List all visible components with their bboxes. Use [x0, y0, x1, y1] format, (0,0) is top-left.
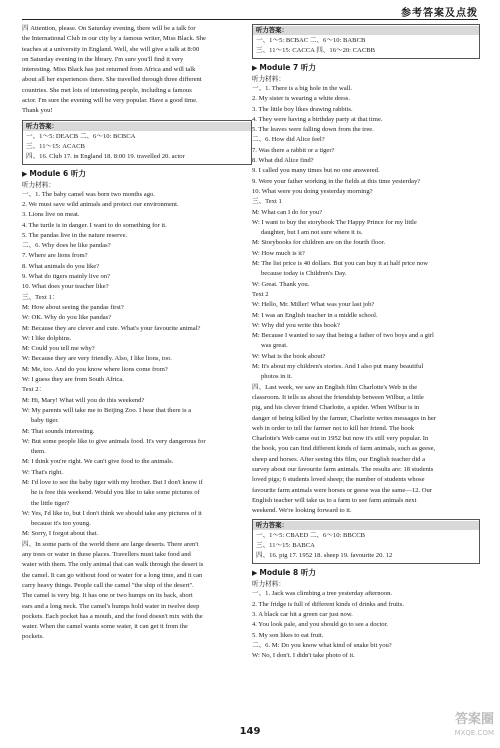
text-line: The camel is very big. It has one or two humps on its back, short [22, 592, 193, 600]
text-line: 四、In some parts of the world there are large deserts. There aren't [22, 540, 199, 548]
text-line: M: The list price is 40 dollars. But you can buy it at half price now [252, 260, 429, 268]
text-line: M: Hi, Mary! What will you do this weekend? [22, 396, 145, 404]
text-line: 二、6. Why does he like pandas? [22, 242, 111, 250]
text-line: 9. Were your father working in the fields at this time yesterday? [252, 177, 421, 185]
text-line: 8. What animals do you like? [22, 262, 100, 270]
triangle-icon: ▶ [252, 64, 258, 72]
text-line: W: I want to buy the storybook The Happy Prince for my little [252, 218, 417, 226]
module8-title: Module 8 听力 [259, 568, 316, 578]
answer-line: 四、16. Club 17. in England 18. 8:00 19. travelled 20. actor [26, 152, 185, 160]
text-line: ears and a long neck. The camel's humps hold water in twelve deep [22, 602, 200, 610]
text-line: 9. What do tigers mainly live on? [22, 273, 110, 281]
text-line: pig, and his clever friend Charlotte, a spider. When Wilbur is in [252, 404, 420, 412]
text-line: English teacher will take us to a farm to see farm animals next [252, 496, 417, 504]
answer-key-lines [256, 531, 476, 561]
text-line: photos in it. [261, 373, 293, 381]
text-line: W: But some people like to give animals food. It's very dangerous for [22, 437, 206, 445]
module5-part4-text [22, 24, 252, 117]
text-line: 4. The turtle is in danger. I want to do something for it. [22, 221, 167, 229]
text-line: daughter, but I am not sure where it is. [261, 229, 363, 237]
text-line: W: How much is it? [252, 249, 305, 257]
text-line: because it's too young. [31, 520, 91, 528]
text-line: 2. We must save wild animals and protect our environment. [22, 200, 179, 208]
text-line: Thank you! [22, 107, 53, 115]
module7-transcript [252, 84, 480, 516]
text-line: 2. My sister is wearing a white dress. [252, 95, 350, 103]
answer-line: 三、11～15: BABCA [256, 542, 315, 550]
text-line: 3. The little boy likes drawing rabbits. [252, 105, 353, 113]
text-line: M: Storybooks for children are on the fourth floor. [252, 239, 386, 247]
text-line: M: I was an English teacher in a middle school. [252, 311, 378, 319]
text-line: Text 2： [22, 386, 46, 394]
text-line: sheep and horses. After seeing this film, our English teacher did a [252, 455, 426, 463]
text-line: water with them. The only animal that can walk through the desert is [22, 561, 204, 569]
text-line: pockets. [22, 633, 44, 641]
text-line: 一、1. There is a big hole in the wall. [252, 85, 352, 92]
text-line: W: Why did you write this book? [252, 321, 340, 329]
text-line: 四、Last week, we saw an English film Charlotte's Web in the [252, 383, 418, 391]
text-line: pockets. Each pocket has a mouth, and the food doesn't mix with the [22, 612, 203, 620]
watermark-logo: 答案圈 [454, 712, 494, 727]
triangle-icon: ▶ [22, 169, 28, 178]
text-line: 5. The leaves were falling down from the tree. [252, 126, 374, 134]
text-line: M: It's about my children's stories. And I also put many beautiful [252, 363, 424, 371]
text-line: 3. Lions live on meat. [22, 211, 80, 219]
text-line: W: I like dolphins. [22, 334, 72, 342]
text-line: 4. You look pale, and you should go to see a doctor. [252, 621, 389, 629]
text-line: W: Yes, I'd like to, but I don't think we should take any pictures of it [22, 509, 202, 517]
module6-title: Module 6 听力 [29, 168, 86, 178]
answer-line: 一、1～5: CBAED 二、6～10: BBCCB [256, 532, 365, 540]
text-line: countries. She met lots of interesting people, including a famous [22, 86, 192, 94]
triangle-icon: ▶ [252, 569, 258, 578]
left-column [22, 24, 252, 643]
text-line: Text 2 [252, 290, 269, 298]
answer-key-header: 听力答案： [253, 26, 479, 35]
text-line: 二、6. M: Do you know what kind of snake bit you? [252, 641, 392, 649]
text-line: interesting. Miss Black has just returned from Africa and will talk [22, 66, 196, 74]
text-line: because today is Children's Day. [261, 270, 347, 278]
text-line: M: Sorry, I forgot about that. [22, 530, 99, 538]
module7-title: Module 7 听力 [259, 63, 316, 72]
answer-key-lines [26, 132, 248, 162]
text-line: 一、1. The baby camel was born two months ago. [22, 190, 155, 198]
text-line: M: I think you're right. We can't give food to the animals. [22, 458, 174, 466]
text-line: the International Club in our city by a famous writer, Miss Black. She [22, 35, 206, 43]
answer-key-module5 [22, 120, 252, 165]
text-line: loved pigs; 6 students loved sheep; the number of students whose [252, 476, 425, 484]
answer-key-header: 听力答案： [253, 521, 479, 530]
text-line: W: Great. Thank you. [252, 280, 310, 288]
text-line: teaches at a university in England. Well, she will give a talk at 8:00 [22, 45, 200, 53]
text-line: 三、Text 1： [22, 293, 59, 301]
text-line: W: OK. Why do you like pandas? [22, 314, 112, 322]
text-line: 三、Text 1 [252, 198, 282, 206]
text-line: 5. My son likes to eat fruit. [252, 631, 324, 639]
text-line: was great. [261, 342, 288, 350]
text-line: W: Because they are very friendly. Also, I like lions, too. [22, 355, 172, 363]
text-line: Charlotte's Web came out in 1952 but now it's still very popular. In [252, 435, 429, 443]
text-line: he is free this weekend. Would you like to take some pictures of [31, 489, 200, 497]
text-line: about all her experiences there. She travelled through three different [22, 76, 202, 84]
text-line: the camel. It can go without food or water for a long time, and it can [22, 571, 203, 579]
text-line: W: No, I don't. I didn't take photo of it. [252, 652, 355, 660]
text-line: water. When the camel wants some water, it can get it from the [22, 623, 188, 631]
text-line: 7. Was there a rabbit or a tiger? [252, 146, 335, 154]
header-rule [22, 19, 478, 20]
page-number: 149 [239, 726, 261, 737]
answer-key-lines [256, 36, 476, 56]
text-line: baby tiger. [31, 417, 59, 425]
text-line: M: What can I do for you? [252, 208, 323, 216]
text-line: them. [31, 448, 46, 456]
text-line: W: I guess they are from South Africa. [22, 376, 124, 384]
answer-line: 三、11～15: ACACB [26, 142, 85, 150]
text-line: W: What is the book about? [252, 352, 326, 360]
module7-material-label: 听力材料： [252, 75, 285, 83]
text-line: classroom. It tells us about the friendship between Wilbur, a little [252, 393, 424, 401]
text-line: M: How about seeing the pandas first? [22, 303, 124, 311]
text-line: carry heavy things. People call the camel "the ship of the desert". [22, 581, 194, 589]
text-line: the book, you can find different kinds of farm animals, such as geese, [252, 445, 436, 453]
module6-heading [22, 168, 252, 180]
text-line: 4. They were having a birthday party at that time. [252, 115, 383, 123]
text-line: 一、1. Jack was climbing a tree yesterday afternoon. [252, 590, 393, 598]
text-line: on Saturday evening in the library. I'm sure you'll find it very [22, 55, 184, 63]
text-line: 3. A black car hit a green car just now. [252, 611, 353, 619]
text-line: W: That's right. [22, 468, 63, 476]
text-line: weekend. We're looking forward to it. [252, 507, 352, 515]
text-line: 二、6. How did Alice feel? [252, 136, 325, 144]
answer-key-module6 [252, 24, 480, 59]
text-line: danger of being killed by the farmer, Charlotte writes messages in her [252, 414, 436, 422]
watermark-url: MXQE.COM [454, 729, 494, 737]
answer-line: 一、1～5: BCBAC 二、6～10: BABCB [256, 37, 366, 44]
text-line: the little tiger? [31, 499, 70, 507]
answer-key-module7 [252, 519, 480, 564]
text-line: any trees or water in these places. Travellers must take food and [22, 551, 191, 559]
text-line: M: Because they are clever and cute. What's your favourite animal? [22, 324, 201, 332]
module6-transcript [22, 190, 252, 643]
answer-line: 四、16. pig 17. 1952 18. sheep 19. favourite 20. 12 [256, 552, 393, 560]
text-line: 四 Attention, please. On Saturday evening, there will be a talk for [22, 25, 196, 32]
module7-heading [252, 62, 480, 74]
page-header [0, 0, 500, 22]
text-line: 10. What does your teacher like? [22, 283, 109, 291]
right-column [252, 24, 480, 662]
text-line: survey about our favourite farm animals. The results are: 18 students [252, 465, 434, 473]
text-line: 10. What were you doing yesterday morning? [252, 187, 373, 195]
text-line: 5. The pandas live in the nature reserve. [22, 231, 128, 239]
text-line: M: Because I wanted to say that being a father of two boys and a girl [252, 332, 434, 340]
module8-heading [252, 567, 480, 579]
text-line: web in order to tell the farmer not to kill her friend. The book [252, 424, 415, 432]
text-line: W: Hello, Mr. Miller! What was your last job? [252, 301, 375, 309]
answer-line: 三、11～15: CACCA 四、16～20: CACBB [256, 47, 376, 54]
text-line: favourite farm animals were horses or geese was the same—12. Our [252, 486, 432, 494]
module6-material-label: 听力材料： [22, 180, 55, 189]
module8-transcript [252, 589, 480, 661]
text-line: M: Could you tell me why? [22, 345, 95, 353]
module8-material-label: 听力材料： [252, 580, 285, 589]
answer-key-header: 听力答案： [23, 122, 251, 131]
text-line: 2. The fridge is full of different kinds of drinks and fruits. [252, 600, 404, 608]
text-line: M: Me, too. And do you know where lions come from? [22, 365, 168, 373]
text-line: M: I'd love to see the baby tiger with my brother. But I don't know if [22, 478, 203, 486]
header-title: 参考答案及点拨 [401, 8, 478, 19]
text-line: M: That sounds interesting. [22, 427, 95, 435]
text-line: 8. What did Alice find? [252, 157, 314, 165]
text-line: 9. I called you many times but no one answered. [252, 167, 380, 175]
text-line: W: My parents will take me to Beijing Zoo. I hear that there is a [22, 406, 192, 414]
answer-line: 一、1～5: DEACB 二、6～10: BCBCA [26, 132, 136, 140]
text-line: 7. Where are lions from? [22, 252, 88, 260]
text-line: actor. I'm sure the evening will be very popular. Have a good time. [22, 97, 198, 105]
